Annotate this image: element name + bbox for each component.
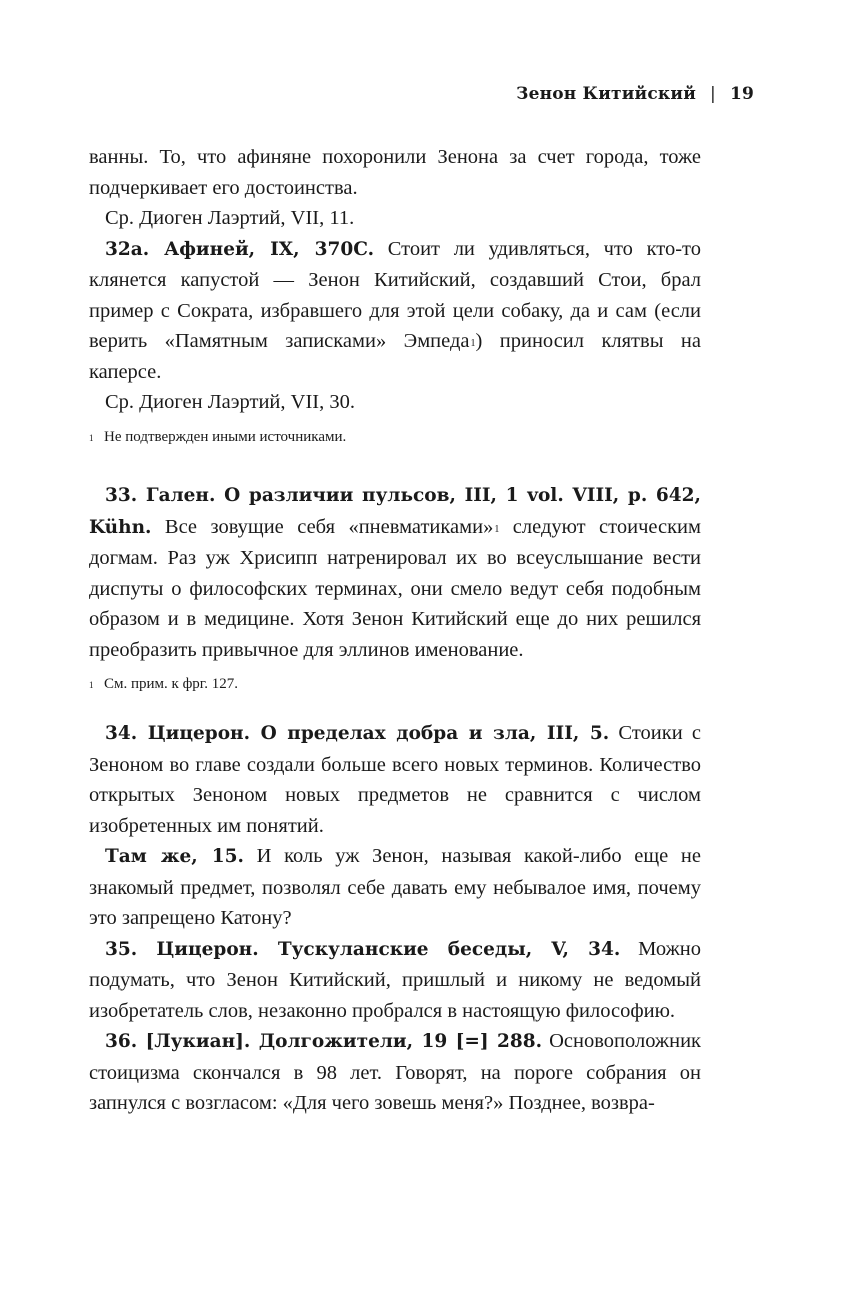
fragment-heading: Там же, 15. (105, 846, 244, 867)
cross-reference: Ср. Диоген Лаэртий, VII, 11. (105, 207, 355, 229)
fragment-text: Все зовущие себя «пневматиками» (151, 515, 494, 538)
fragment-text: Можно подумать, что Зенон Китийский, пришлый и никому не ведомый изобретатель слов, незаконно пробрался в настоящую философию. (89, 937, 701, 1022)
running-title: Зенон Китийский (516, 84, 696, 104)
text-block-2 (89, 480, 701, 695)
footnote-marker: 1 (494, 523, 500, 535)
text-block-3 (89, 718, 701, 1119)
text-block-1 (89, 142, 701, 448)
fragment-text: И коль уж Зенон, называя какой-либо еще не знакомый предмет, позволял себе давать ему небывалое имя, почему это запрещено Катону? (89, 845, 701, 929)
fragment-text: Основоположник стоицизма скончался в 98 лет. Говорят, на пороге собрания он запнулся с возгласом: «Для чего зовешь меня?» Позднее, возвра- (89, 1030, 701, 1114)
fragment-heading: 33. Гален. О различии пульсов, III, 1 vol. VIII, p. 642, Kühn. (89, 485, 701, 538)
fragment-34-continued (89, 841, 701, 934)
fragment-text: Стоики с Зеноном во главе создали больше всего новых терминов. Количество открытых Зеноном новых предметов не сравнится с числом изобретенных им понятий. (89, 722, 702, 837)
fragment-heading: 34. Цицерон. О пределах добра и зла, III, 5. (105, 723, 610, 744)
footnote-number: 1 (89, 432, 94, 443)
header-separator: | (710, 84, 716, 104)
fragment-33 (89, 480, 701, 665)
footnote (89, 426, 701, 448)
fragment-32a (89, 234, 701, 388)
cross-reference: Ср. Диоген Лаэртий, VII, 30. (105, 391, 355, 413)
page-number: 19 (729, 84, 754, 104)
fragment-text: Стоит ли удивляться, что кто-то клянется капустой — Зенон Китийский, создавший Стои, брал пример с Сократа, избравшего для этой цели собаку, да и сам (если верить «Памятным записками» Эмпеда (89, 237, 701, 352)
fragment-text: следуют стоическим догмам. Раз уж Хрисипп натренировал их во всеуслышание вести диспуты о философских терминах, они смело ведут себя подобным образом и в медицине. Хотя Зенон Китийский еще до них решился преобразить привычное для эллинов именование. (89, 515, 701, 661)
fragment-36 (89, 1026, 701, 1119)
fragment-heading: 36. [Лукиан]. Долгожители, 19 [=] 288. (105, 1031, 543, 1052)
fragment-heading: 35. Цицерон. Тускуланские беседы, V, 34. (105, 938, 621, 960)
footnote-text: См. прим. к фрг. 127. (104, 676, 239, 692)
running-header (516, 84, 754, 104)
footnote-marker: 1 (470, 338, 476, 349)
footnote-text: Не подтвержден иными источниками. (104, 428, 347, 445)
paragraph-continuation: ванны. То, что афиняне похоронили Зенона за счет города, тоже подчеркивает его достоинства. (89, 146, 701, 199)
footnote-number: 1 (89, 680, 94, 690)
fragment-heading: 32а. Афиней, IX, 370C. (105, 238, 375, 260)
footnote (89, 673, 701, 695)
fragment-34 (89, 718, 701, 841)
fragment-35 (89, 934, 701, 1027)
fragment-text: ) приносил клятвы на каперсе. (89, 330, 701, 383)
